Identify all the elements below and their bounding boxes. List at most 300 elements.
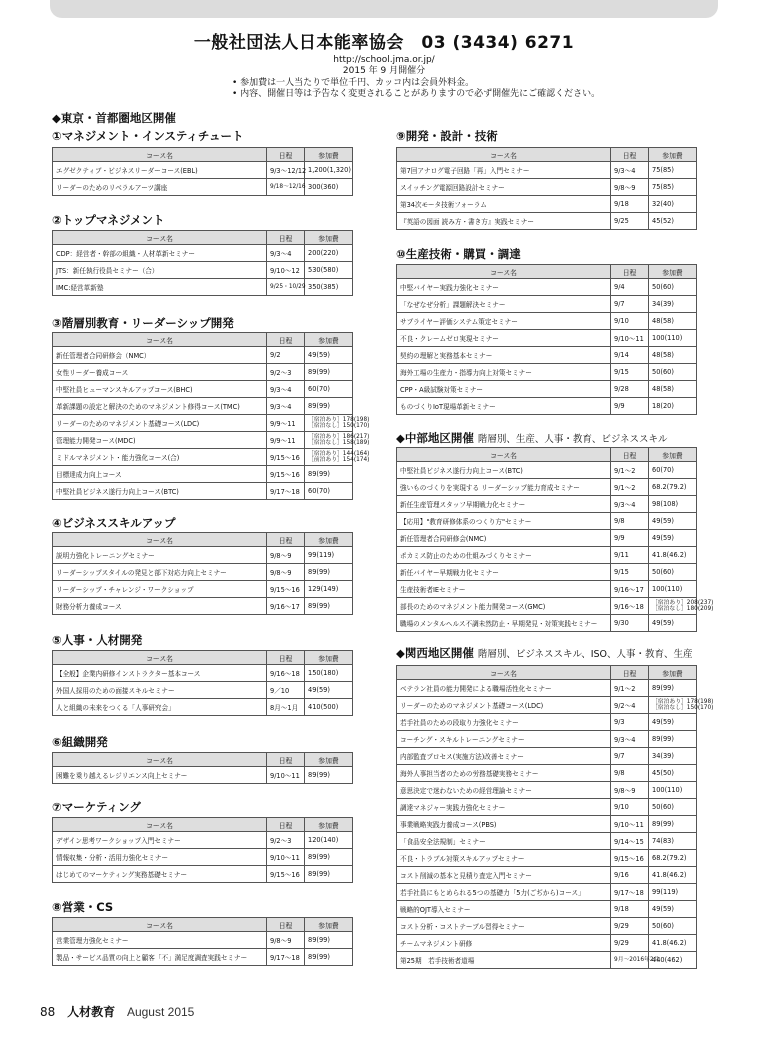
table-row — [397, 714, 697, 731]
course-table-s6 — [52, 752, 353, 784]
table-row — [53, 699, 353, 716]
course-date: 9/2～4 — [611, 697, 649, 714]
table-header-row — [53, 818, 353, 832]
course-date: 9/3～4 — [267, 245, 305, 262]
course-fee: 99(119) — [649, 884, 697, 901]
table-row — [53, 364, 353, 381]
table-header-row — [397, 448, 697, 462]
course-fee: 89(99) — [649, 680, 697, 697]
course-fee: 60(70) — [649, 462, 697, 479]
course-table-kansai — [396, 665, 714, 969]
course-fee: 410(500) — [305, 699, 353, 716]
table-row — [53, 279, 353, 296]
header-date: 日程 — [267, 651, 305, 665]
course-name: コスト削減の基本と見積り査定入門セミナー — [397, 867, 611, 884]
course-date: 9/3～12/12 — [267, 162, 305, 179]
header-date: 日程 — [267, 753, 305, 767]
course-date: 9/14～15 — [611, 833, 649, 850]
table-row — [53, 832, 353, 849]
course-name: 管理能力開発コース(MDC) — [53, 432, 267, 449]
table-row — [397, 884, 697, 901]
course-date: 9/10～11 — [611, 816, 649, 833]
header-fee: 参加費 — [649, 148, 697, 162]
table-row — [53, 949, 353, 966]
course-date: 9/25・10/29 — [267, 279, 305, 296]
org-url[interactable]: http://school.jma.or.jp/ — [333, 55, 435, 65]
course-date: 9/3～4 — [611, 731, 649, 748]
course-name: 部長のためのマネジメント能力開発コース(GMC) — [397, 598, 611, 615]
note-1: • 参加費は一人当たりで単位千円、カッコ内は会員外料金。 — [232, 78, 475, 88]
header-date: 日程 — [611, 448, 649, 462]
header-fee: 参加費 — [305, 651, 353, 665]
course-fee: 89(99) — [649, 731, 697, 748]
course-date: 9/8～9 — [611, 179, 649, 196]
course-date: 9/16～17 — [611, 581, 649, 598]
table-row — [397, 279, 697, 296]
table-row — [397, 347, 697, 364]
course-name: 中堅社員ヒューマンスキルアップコース(BHC) — [53, 381, 267, 398]
course-fee: 49(59) — [649, 714, 697, 731]
header-course: コース名 — [53, 918, 267, 932]
table-row — [397, 162, 697, 179]
table-row — [397, 697, 697, 714]
course-name: 革新課題の設定と解決のためのマネジメント修得コース(TMC) — [53, 398, 267, 415]
section-title-s5: ⑤人事・人材開発 — [52, 633, 143, 647]
course-table-s3 — [52, 332, 370, 500]
fee-line: ［宿泊なし］158(189) — [308, 440, 370, 446]
header-date: 日程 — [267, 148, 305, 162]
table-header-row — [53, 753, 353, 767]
course-fee: 18(20) — [649, 398, 697, 415]
course-name: 新任管理者合同研修会（NMC） — [53, 347, 267, 364]
course-date: 9/2 — [267, 347, 305, 364]
table-header-row — [397, 265, 697, 279]
course-name: 「食品安全法規制」セミナー — [397, 833, 611, 850]
course-date: 9/4 — [611, 279, 649, 296]
course-date: 9/16～17 — [267, 598, 305, 615]
course-fee: 49(59) — [649, 615, 697, 632]
course-date: 9/8 — [611, 765, 649, 782]
course-name: デザイン思考ワークショップ入門セミナー — [53, 832, 267, 849]
fee-line: ［宿泊あり］178(198) — [308, 416, 370, 423]
table-row — [53, 581, 353, 598]
section-title-s6: ⑥組織開発 — [52, 735, 108, 749]
table-row — [397, 952, 697, 969]
table-header-row — [53, 651, 353, 665]
course-table-s2 — [52, 230, 353, 296]
table-row — [397, 799, 697, 816]
course-date: 8月～1月 — [267, 699, 305, 716]
table-row — [53, 347, 353, 364]
table-row — [53, 449, 353, 466]
course-date: 9/30 — [611, 615, 649, 632]
course-date: 9/18～12/16 — [267, 179, 305, 196]
header-fee: 参加費 — [649, 265, 697, 279]
course-date: 9/10～11 — [267, 767, 305, 784]
course-name: 不良・トラブル対策スキルアップセミナー — [397, 850, 611, 867]
course-fee: 50(60) — [649, 799, 697, 816]
course-fee: 350(385) — [305, 279, 353, 296]
table-row — [397, 296, 697, 313]
table-row — [53, 466, 353, 483]
table-row — [53, 564, 353, 581]
course-date: 9/1～2 — [611, 680, 649, 697]
course-fee: 129(149) — [305, 581, 353, 598]
fee-line: ［宿泊なし］150(170) — [308, 423, 370, 429]
header-course: コース名 — [53, 148, 267, 162]
header-fee: 参加費 — [305, 818, 353, 832]
course-fee: 89(99) — [305, 466, 353, 483]
course-fee: 49(59) — [305, 682, 353, 699]
course-date: 9/1～2 — [611, 479, 649, 496]
header-course: コース名 — [397, 265, 611, 279]
header — [0, 28, 768, 53]
course-date: 9/18 — [611, 196, 649, 213]
course-name: IMC:経営革新塾 — [53, 279, 267, 296]
course-fee: 99(119) — [305, 547, 353, 564]
table-row — [53, 598, 353, 615]
table-row — [53, 245, 353, 262]
course-name: チームマネジメント研修 — [397, 935, 611, 952]
course-name: CPP・A級試験対策セミナー — [397, 381, 611, 398]
fee-line: ［宿泊なし］150(170) — [652, 705, 714, 711]
course-name: 【全般】企業内研修インストラクター基本コース — [53, 665, 267, 682]
region-kansai-label: ◆関西地区開催 — [396, 646, 474, 660]
course-date: 9/9 — [611, 398, 649, 415]
table-header-row — [53, 333, 353, 347]
region-kansai — [396, 645, 693, 661]
header-fee: 参加費 — [305, 533, 353, 547]
table-row — [397, 765, 697, 782]
table-header-row — [53, 148, 353, 162]
course-fee: 60(70) — [305, 381, 353, 398]
header-fee: 参加費 — [649, 448, 697, 462]
course-fee: 89(99) — [305, 866, 353, 883]
course-fee: 41.8(46.2) — [649, 867, 697, 884]
course-name: 若手社員のための段取り力強化セミナー — [397, 714, 611, 731]
course-name: 第7回アナログ電子回路「再」入門セミナー — [397, 162, 611, 179]
course-fee: 100(110) — [649, 330, 697, 347]
course-fee: 89(99) — [305, 767, 353, 784]
course-fee: 120(140) — [305, 832, 353, 849]
course-name: 第34次モータ技術フォーラム — [397, 196, 611, 213]
course-fee — [649, 697, 714, 714]
course-name: 意思決定で迷わないための経営理論セミナー — [397, 782, 611, 799]
course-fee: 74(83) — [649, 833, 697, 850]
org-info — [0, 55, 768, 77]
course-date: 9/8～9 — [611, 782, 649, 799]
course-name: スイッチング電源回路設計セミナー — [397, 179, 611, 196]
course-date: 9／10 — [267, 682, 305, 699]
course-fee: 49(59) — [649, 530, 697, 547]
course-name: 戦略的OJT導入セミナー — [397, 901, 611, 918]
course-table-s4 — [52, 532, 353, 615]
top-decorative-bar — [50, 0, 718, 18]
course-date: 9/2～3 — [267, 364, 305, 381]
course-fee: 68.2(79.2) — [649, 479, 697, 496]
course-name: CDP：経営者・幹部の組織・人材革新セミナー — [53, 245, 267, 262]
page-number: 88 — [40, 1005, 56, 1019]
course-fee: 98(108) — [649, 496, 697, 513]
table-row — [397, 479, 697, 496]
table-header-row — [397, 666, 697, 680]
table-row — [397, 867, 697, 884]
course-date: 9/3～4 — [267, 381, 305, 398]
course-fee: 200(220) — [305, 245, 353, 262]
course-date: 9/3～4 — [611, 496, 649, 513]
header-date: 日程 — [267, 333, 305, 347]
header-fee: 参加費 — [305, 918, 353, 932]
course-name: リーダーのためのリベラルアーツ講座 — [53, 179, 267, 196]
course-table-s7 — [52, 817, 353, 883]
notes — [232, 78, 600, 100]
fee-line: ［宿泊あり］186(217) — [308, 433, 370, 440]
header-course: コース名 — [53, 753, 267, 767]
table-header-row — [53, 231, 353, 245]
header-course: コース名 — [397, 666, 611, 680]
course-fee: 49(59) — [649, 901, 697, 918]
region-chubu-label: ◆中部地区開催 — [396, 431, 474, 445]
course-date: 9/3～4 — [267, 398, 305, 415]
magazine-name: 人材教育 — [67, 1005, 116, 1019]
course-date: 9/10～11 — [611, 330, 649, 347]
course-date: 9/10～11 — [267, 849, 305, 866]
course-name: 財務分析力養成コース — [53, 598, 267, 615]
course-fee: 89(99) — [305, 364, 353, 381]
fee-line: ［宿泊なし］180(209) — [652, 606, 714, 612]
course-name: 外国人採用のための面接スキルセミナー — [53, 682, 267, 699]
table-row — [397, 196, 697, 213]
course-fee — [305, 432, 370, 449]
table-header-row — [53, 533, 353, 547]
course-fee: 60(70) — [305, 483, 353, 500]
course-name: JTS：新任執行役員セミナー（合） — [53, 262, 267, 279]
course-fee: 89(99) — [305, 598, 353, 615]
course-date: 9/10 — [611, 799, 649, 816]
course-date: 9/16～18 — [611, 598, 649, 615]
course-name: 海外人事担当者のための労務基礎実務セミナー — [397, 765, 611, 782]
course-date: 9/1～2 — [611, 462, 649, 479]
table-row — [397, 530, 697, 547]
course-fee: 89(99) — [305, 398, 353, 415]
held-month: 2015 年 9 月開催分 — [342, 66, 426, 76]
course-date: 9/7 — [611, 748, 649, 765]
course-name: 内部監査プロセス(実施方法)改善セミナー — [397, 748, 611, 765]
course-name: リーダーのためのマネジメント基礎コース(LDC) — [397, 697, 611, 714]
table-row — [53, 432, 353, 449]
course-date: 9月～2016年2月 — [611, 952, 649, 969]
table-row — [53, 682, 353, 699]
course-fee: 48(58) — [649, 347, 697, 364]
course-fee: 34(39) — [649, 296, 697, 313]
note-2: • 内容、開催日等は予告なく変更されることがありますので必ず開催先にご確認ください。 — [232, 89, 601, 99]
course-fee: 89(99) — [305, 849, 353, 866]
header-date: 日程 — [611, 666, 649, 680]
section-title-s7: ⑦マーケティング — [52, 800, 141, 814]
course-name: 新任管理者合同研修会(NMC) — [397, 530, 611, 547]
course-name: 契約の理解と実務基本セミナー — [397, 347, 611, 364]
course-fee: 89(99) — [305, 932, 353, 949]
course-fee: 48(58) — [649, 313, 697, 330]
header-course: コース名 — [53, 231, 267, 245]
course-fee: 50(60) — [649, 918, 697, 935]
course-name: 強いものづくりを実現する リーダーシップ能力育成セミナー — [397, 479, 611, 496]
course-fee: 68.2(79.2) — [649, 850, 697, 867]
table-row — [53, 162, 353, 179]
header-date: 日程 — [611, 148, 649, 162]
region-chubu — [396, 430, 667, 446]
table-row — [397, 462, 697, 479]
table-row — [397, 680, 697, 697]
course-name: 生産技術者IEセミナー — [397, 581, 611, 598]
course-fee: 41.8(46.2) — [649, 935, 697, 952]
course-date: 9/15 — [611, 364, 649, 381]
course-date: 9/8～9 — [267, 932, 305, 949]
table-row — [397, 918, 697, 935]
section-title-s3: ③階層別教育・リーダーシップ開発 — [52, 316, 234, 330]
table-row — [397, 547, 697, 564]
course-name: 情報収集・分析・活用力強化セミナー — [53, 849, 267, 866]
course-name: コスト分析・コストテーブル習得セミナー — [397, 918, 611, 935]
course-fee: 1,200(1,320) — [305, 162, 353, 179]
table-row — [397, 731, 697, 748]
course-name: リーダーシップスタイルの発見と部下対応力向上セミナー — [53, 564, 267, 581]
table-row — [397, 833, 697, 850]
table-row — [397, 381, 697, 398]
table-header-row — [53, 918, 353, 932]
course-name: 営業管理力強化セミナー — [53, 932, 267, 949]
course-date: 9/15～16 — [267, 866, 305, 883]
table-row — [53, 866, 353, 883]
header-fee: 参加費 — [305, 148, 353, 162]
course-fee: 45(50) — [649, 765, 697, 782]
course-name: 新任バイヤー早期戦力化セミナー — [397, 564, 611, 581]
fee-line: ［宿泊あり］208(237) — [652, 599, 714, 606]
course-date: 9/17～18 — [611, 884, 649, 901]
course-fee: 34(39) — [649, 748, 697, 765]
course-date: 9/17～18 — [267, 949, 305, 966]
course-name: 若手社員にもとめられる5つの基礎力「5力(ごぢから)コース」 — [397, 884, 611, 901]
header-course: コース名 — [53, 533, 267, 547]
course-name: 中堅社員ビジネス遂行力向上コース(BTC) — [397, 462, 611, 479]
course-name: 製品・サービス品質の向上と顧客「不」満足度調査実践セミナー — [53, 949, 267, 966]
course-fee: 89(99) — [649, 816, 697, 833]
course-table-s9 — [396, 147, 697, 230]
section-title-s4: ④ビジネススキルアップ — [52, 516, 176, 530]
footer — [40, 1003, 194, 1020]
course-date: 9/8～9 — [267, 564, 305, 581]
course-date: 9/2～3 — [267, 832, 305, 849]
course-table-s8 — [52, 917, 353, 966]
course-fee: 100(110) — [649, 581, 697, 598]
fee-line: ［前泊あり］154(174) — [308, 457, 370, 463]
course-date: 9/8 — [611, 513, 649, 530]
course-fee: 41.8(46.2) — [649, 547, 697, 564]
course-name: 『英語の図面 読み方・書き方』実践セミナー — [397, 213, 611, 230]
course-name: コーチング・スキルトレーニングセミナー — [397, 731, 611, 748]
table-row — [53, 415, 353, 432]
course-date: 9/9～11 — [267, 432, 305, 449]
region-tokyo — [52, 110, 176, 126]
course-fee: 300(360) — [305, 179, 353, 196]
table-row — [397, 398, 697, 415]
org-title: 一般社団法人日本能率協会 03 (3434) 6271 — [193, 33, 575, 53]
course-fee: 75(85) — [649, 179, 697, 196]
course-name: リーダーシップ・チャレンジ・ワークショップ — [53, 581, 267, 598]
course-name: 人と組織の未来をつくる「人事研究会」 — [53, 699, 267, 716]
course-name: 調達マネジャー実践力強化セミナー — [397, 799, 611, 816]
course-date: 9/3～4 — [611, 162, 649, 179]
course-date: 9/3 — [611, 714, 649, 731]
course-name: 「なぜなぜ分析」課題解決セミナー — [397, 296, 611, 313]
course-name: 女性リーダー養成コース — [53, 364, 267, 381]
course-date: 9/10 — [611, 313, 649, 330]
course-table-s5 — [52, 650, 353, 716]
header-date: 日程 — [267, 918, 305, 932]
course-date: 9/15 — [611, 564, 649, 581]
table-row — [397, 935, 697, 952]
course-fee: 89(99) — [305, 949, 353, 966]
table-row — [397, 496, 697, 513]
course-date: 9/16 — [611, 867, 649, 884]
table-row — [397, 816, 697, 833]
course-fee — [305, 449, 370, 466]
course-fee: 89(99) — [305, 564, 353, 581]
table-row — [53, 767, 353, 784]
course-fee: 49(59) — [649, 513, 697, 530]
course-name: サプライヤー評価システム策定セミナー — [397, 313, 611, 330]
course-date: 9/8～9 — [267, 547, 305, 564]
course-date: 9/9～11 — [267, 415, 305, 432]
course-name: ベテラン社員の能力開発による職場活性化セミナー — [397, 680, 611, 697]
course-date: 9/11 — [611, 547, 649, 564]
table-row — [397, 782, 697, 799]
course-name: 中堅バイヤー実践力強化セミナー — [397, 279, 611, 296]
table-row — [397, 179, 697, 196]
course-name: 【応用】"教育研修体系のつくり方"セミナー — [397, 513, 611, 530]
table-row — [397, 564, 697, 581]
header-fee: 参加費 — [649, 666, 697, 680]
header-course: コース名 — [53, 818, 267, 832]
course-name: ミドルマネジメント・能力強化コース(合) — [53, 449, 267, 466]
course-date: 9/16～18 — [267, 665, 305, 682]
course-name: はじめてのマーケティング実務基礎セミナー — [53, 866, 267, 883]
course-name: 説明力強化トレーニングセミナー — [53, 547, 267, 564]
table-header-row — [397, 148, 697, 162]
table-row — [53, 665, 353, 682]
course-table-s1 — [52, 147, 353, 196]
issue-date: August 2015 — [126, 1005, 195, 1019]
table-row — [397, 581, 697, 598]
course-name: リーダーのためのマネジメント基礎コース(LDC) — [53, 415, 267, 432]
table-row — [397, 313, 697, 330]
course-fee: 75(85) — [649, 162, 697, 179]
course-fee: 48(58) — [649, 381, 697, 398]
header-fee: 参加費 — [305, 753, 353, 767]
header-course: コース名 — [53, 333, 267, 347]
course-fee: 50(60) — [649, 364, 697, 381]
table-row — [397, 748, 697, 765]
header-date: 日程 — [267, 533, 305, 547]
course-name: ポカミス防止のための仕組みづくりセミナー — [397, 547, 611, 564]
course-name: 目標達成力向上コース — [53, 466, 267, 483]
course-date: 9/10～12 — [267, 262, 305, 279]
header-course: コース名 — [397, 148, 611, 162]
course-date: 9/14 — [611, 347, 649, 364]
header-date: 日程 — [267, 231, 305, 245]
table-row — [397, 330, 697, 347]
table-row — [397, 213, 697, 230]
